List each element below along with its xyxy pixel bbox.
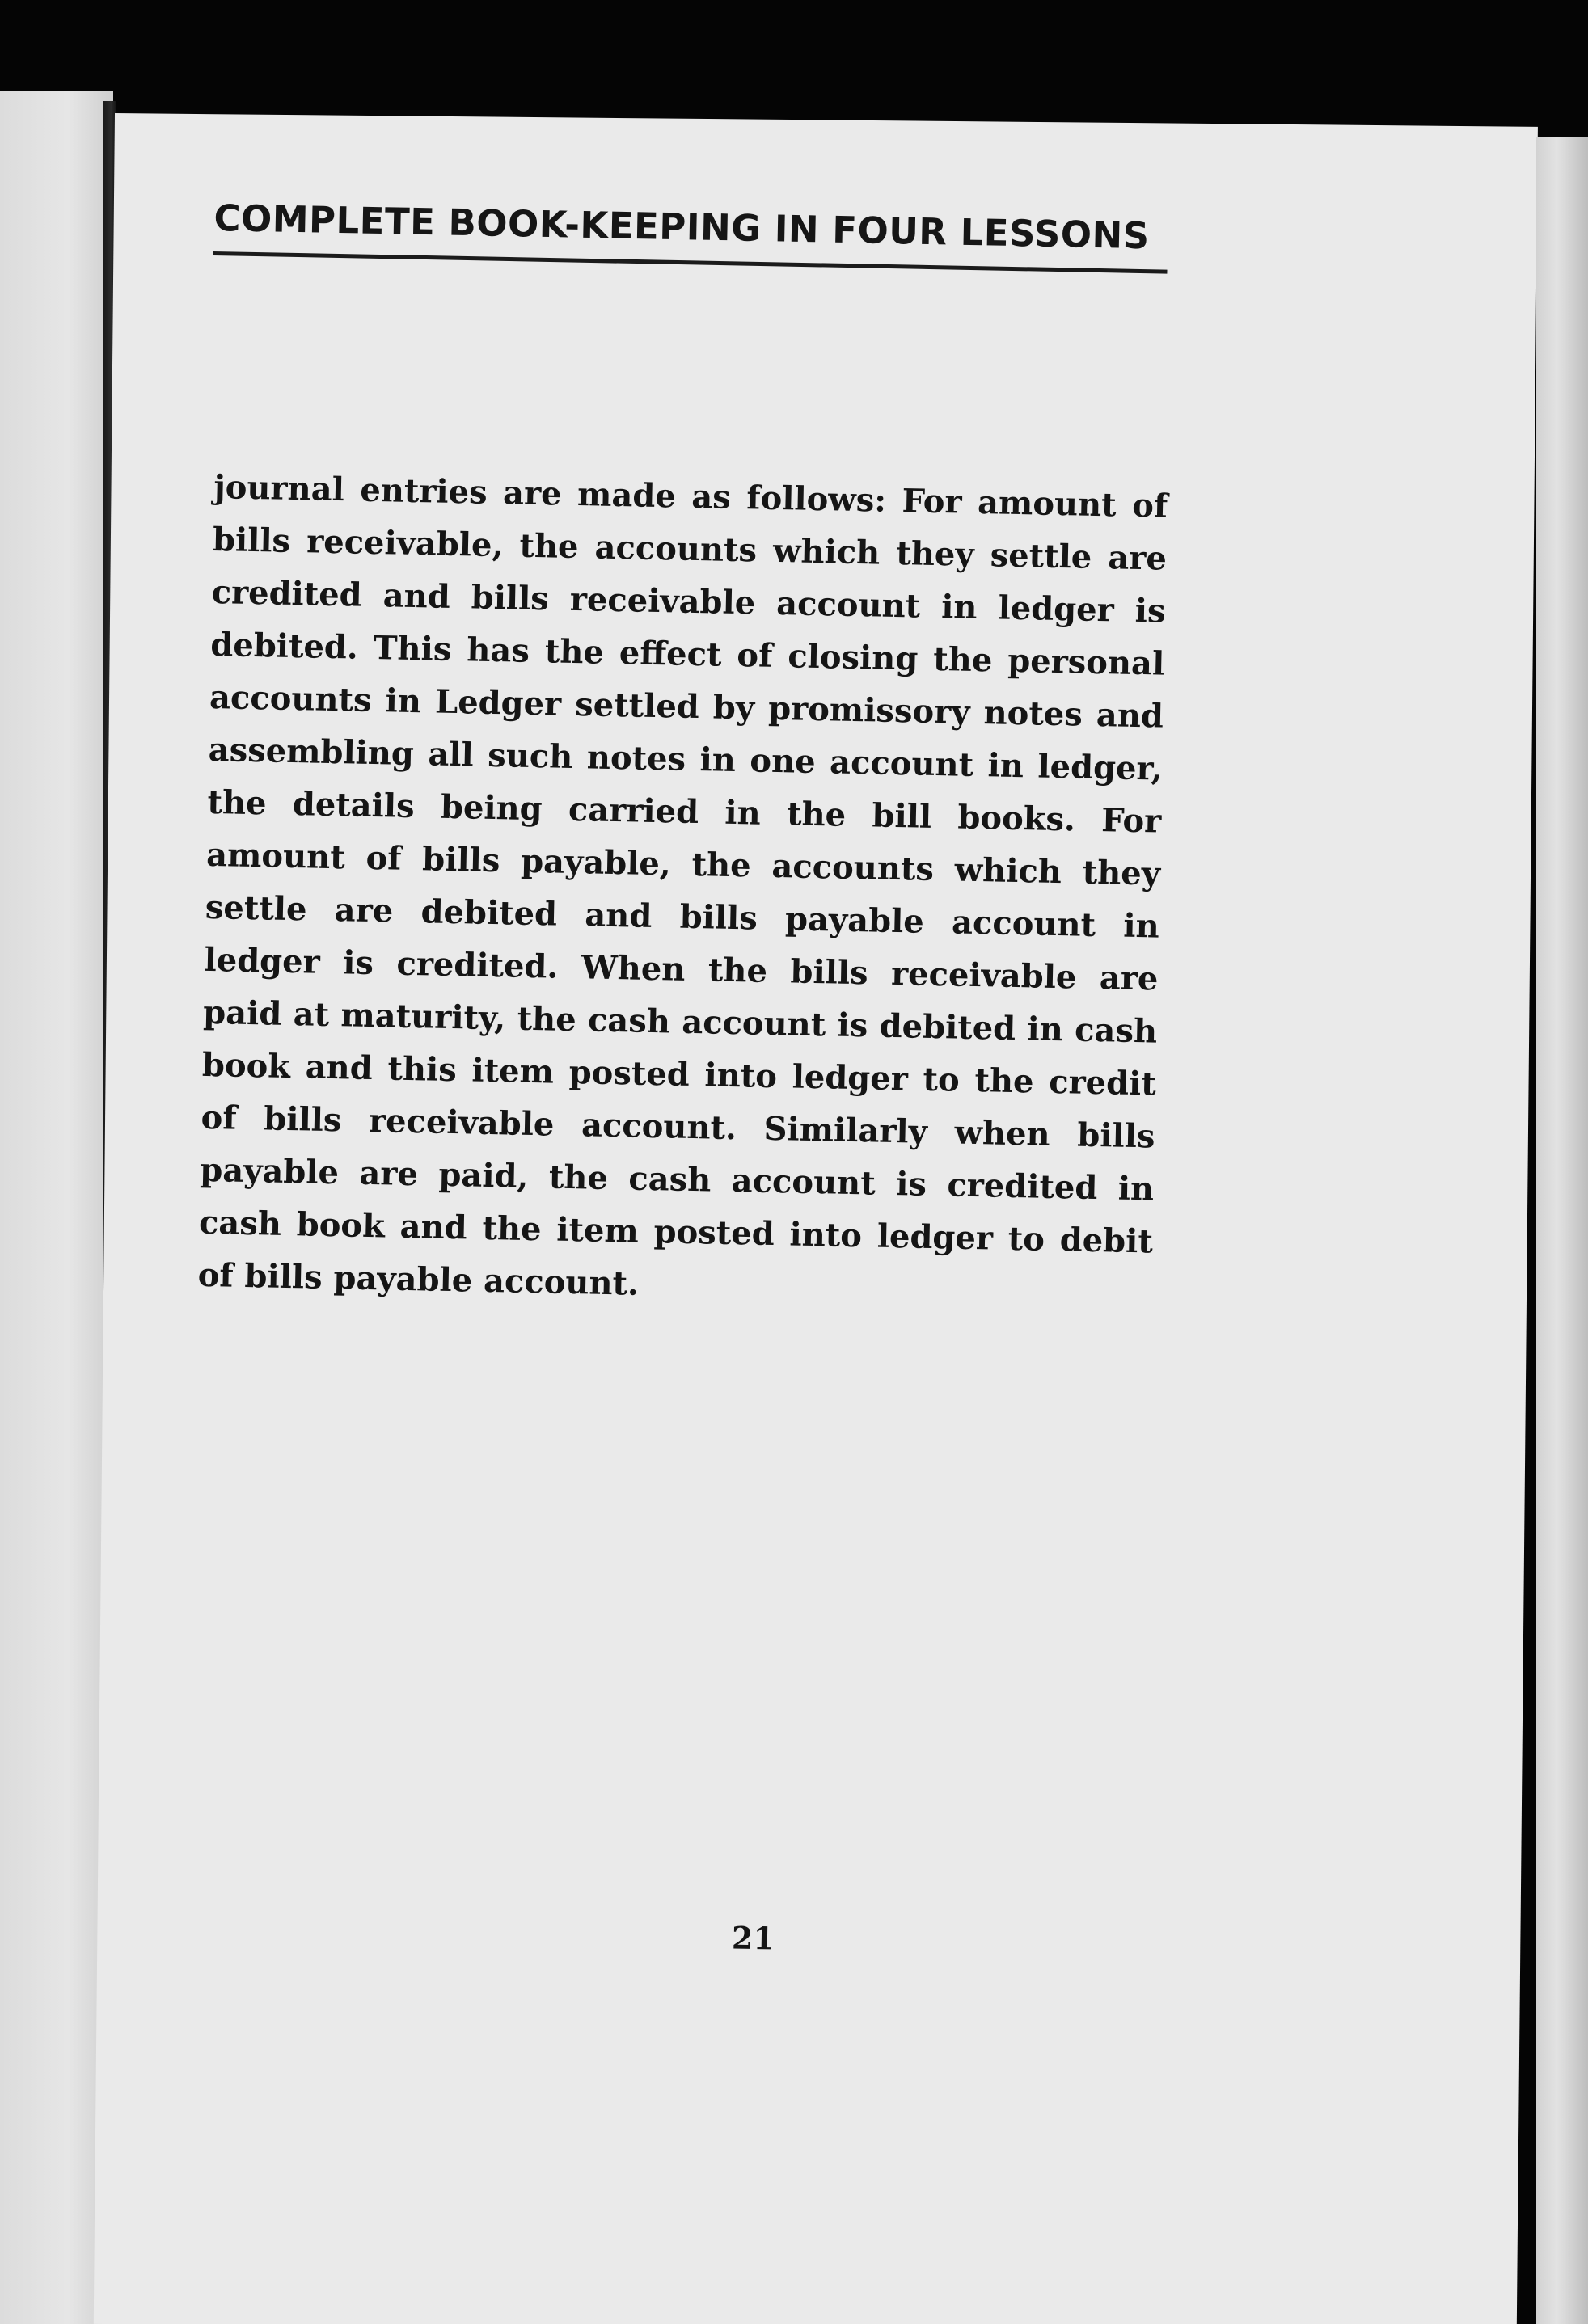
page-right-edge: [1536, 137, 1588, 2324]
running-header-title: COMPLETE BOOK-KEEPING IN FOUR LESSONS: [213, 196, 1151, 258]
body-paragraph: journal entries are made as follows: For amount of bills receivable, the accounts which they settle are credited and bills receivable account in ledger is debited. This has the effect of closing the personal accounts in Ledger settled by promissory notes and assembling all such notes in one account in ledger, the details being carried in the bill books. For amount of bills payable, the accounts which they settle are debited and bills payable account in ledger is credited. When the bills receivable are paid at maturity, the cash account is debited in cash book and this item posted into ledger to the credit of bills receivable account. Similarly when bills payable are paid, the cash account is credited in cash book and the item posted into ledger to debit of bills payable account.: [197, 467, 1168, 1303]
page-number: 21: [731, 1919, 775, 1957]
